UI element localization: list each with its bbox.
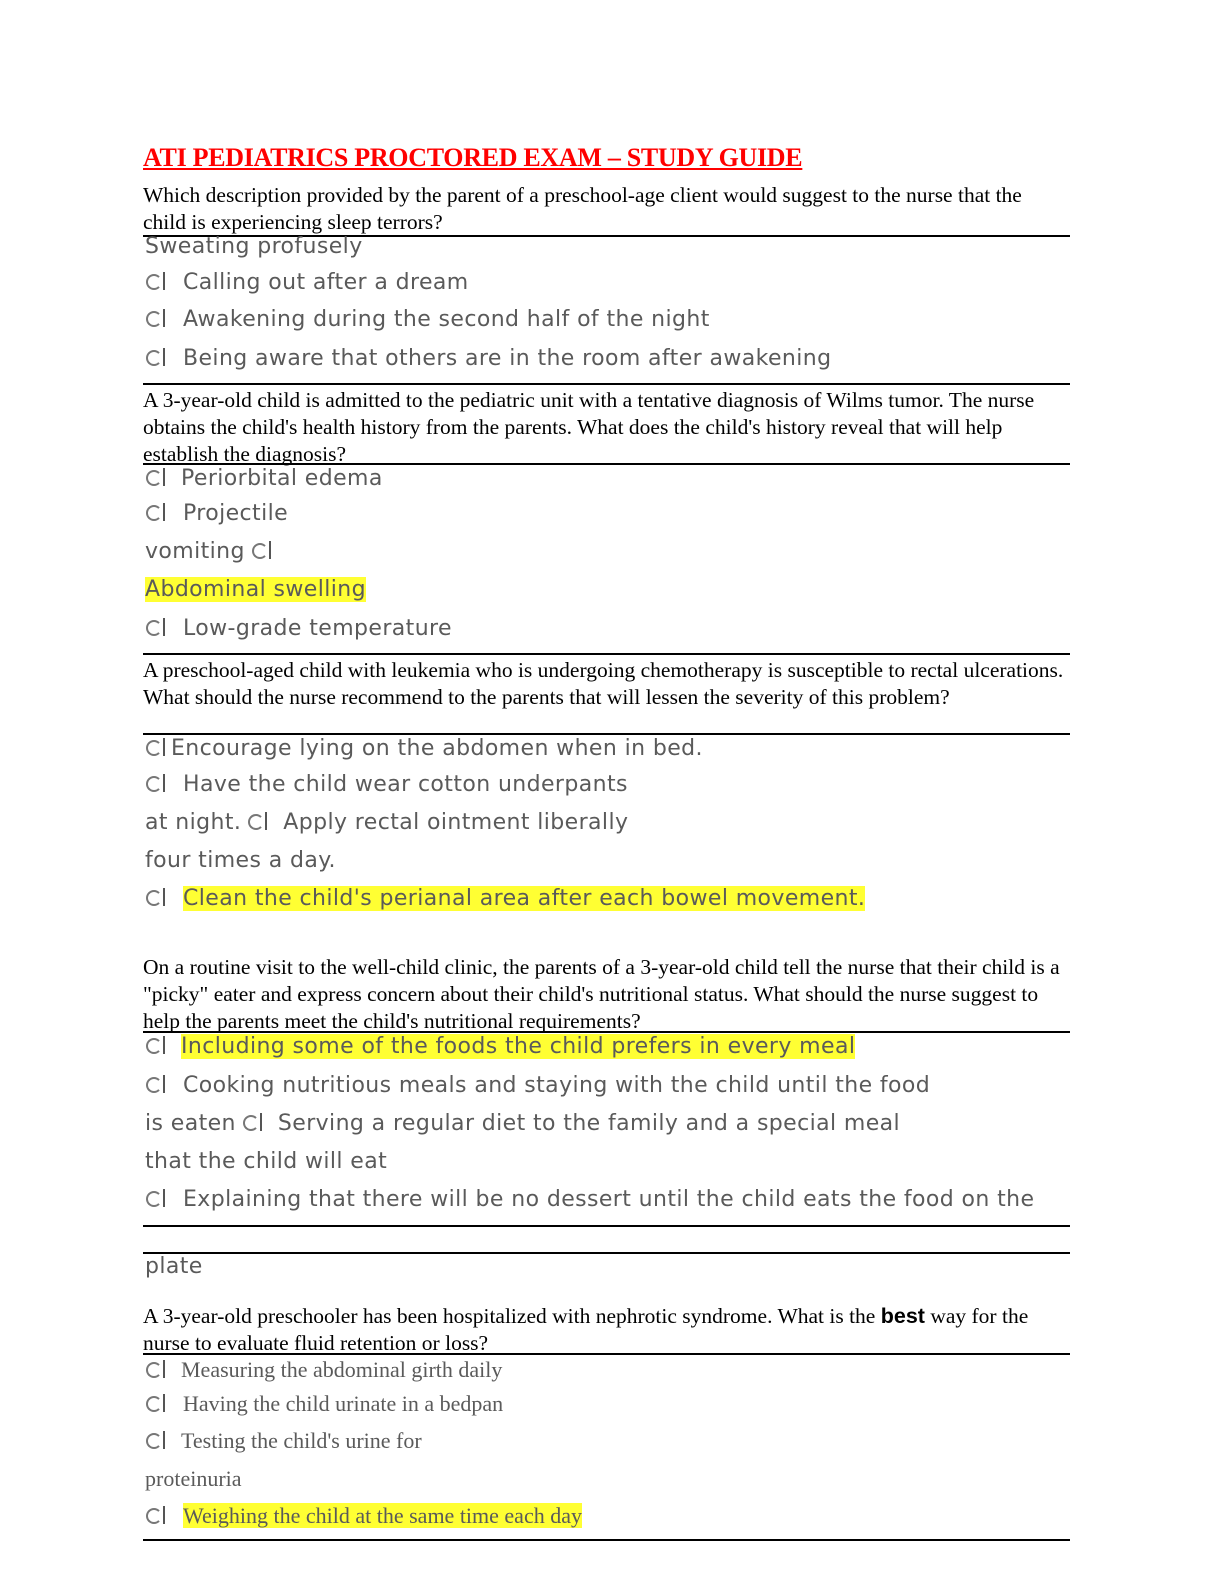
q4-option-1[interactable] [145,1034,855,1059]
q3-option-3-cont: four times a day. [145,848,336,873]
radio-icon[interactable] [145,1188,169,1208]
radio-icon[interactable] [251,540,275,560]
radio-icon[interactable] [247,811,271,831]
q2-option-4[interactable]: Low-grade temperature [145,616,452,641]
q4-option-3-cont: that the child will eat [145,1149,388,1174]
highlighted-answer: Abdominal swelling [145,577,366,602]
radio-icon[interactable] [145,1393,169,1413]
radio-icon[interactable] [145,467,169,487]
divider [143,733,1070,735]
q1-option-3[interactable]: Awakening during the second half of the night [145,307,710,332]
question-2-text: A 3-year-old child is admitted to the pediatric unit with a tentative diagnosis of Wilms tumor. The nurse obtains the child's health history from the parents. What does the child's history reveal that will help establish the diagnosis? [143,388,1035,466]
radio-icon[interactable] [145,773,169,793]
q3-option-2[interactable]: Have the child wear cotton underpants [145,772,628,797]
q4-option-4[interactable]: Explaining that there will be no dessert until the child eats the food on the [145,1187,1034,1212]
radio-icon[interactable] [145,1505,169,1525]
radio-icon[interactable] [145,617,169,637]
q1-option-1[interactable]: Sweating profusely [145,234,363,259]
q4-option-2[interactable]: Cooking nutritious meals and staying with the child until the food [145,1073,930,1098]
question-5-text: A 3-year-old preschooler has been hospitalized with nephrotic syndrome. What is the best way for the nurse to evaluate fluid retention or loss? [143,1304,1029,1355]
radio-icon[interactable] [145,887,169,907]
question-1-text: Which description provided by the parent of a preschool-age client would suggest to the nurse that the child is experiencing sleep terrors? [143,183,1022,234]
q3-option-4[interactable] [145,886,865,911]
q2-option-1[interactable]: Periorbital edema [145,466,383,491]
page-title: ATI PEDIATRICS PROCTORED EXAM – STUDY GUIDE [143,143,803,172]
q5-option-3[interactable]: Testing the child's urine for [145,1428,422,1454]
q3-option-1[interactable]: Encourage lying on the abdomen when in bed. [145,736,703,761]
radio-icon[interactable] [145,1074,169,1094]
highlighted-answer: Including some of the foods the child prefers in every meal [181,1034,856,1059]
radio-icon[interactable] [145,737,169,757]
divider [143,1252,1070,1254]
radio-icon[interactable] [145,502,169,522]
q1-option-4[interactable]: Being aware that others are in the room after awakening [145,346,832,371]
highlighted-answer: Weighing the child at the same time each day [183,1503,582,1528]
q5-option-1[interactable]: Measuring the abdominal girth daily [145,1357,502,1383]
divider [143,1031,1070,1033]
radio-icon[interactable] [145,271,169,291]
q1-option-2[interactable]: Calling out after a dream [145,270,469,295]
q4-option-4-cont: plate [145,1254,203,1279]
q2-option-2[interactable]: Projectile [145,501,288,526]
q5-option-4[interactable] [145,1503,582,1529]
divider [143,653,1070,655]
divider [143,1225,1070,1227]
radio-icon[interactable] [145,1359,169,1379]
q3-option-3[interactable]: at night. Apply rectal ointment liberally [145,810,629,835]
q5-option-2[interactable]: Having the child urinate in a bedpan [145,1391,503,1417]
divider [143,463,1070,465]
highlighted-answer: Clean the child's perianal area after each bowel movement. [183,886,866,911]
divider [143,1539,1070,1541]
radio-icon[interactable] [145,1035,169,1055]
q2-option-3[interactable] [145,577,366,602]
divider [143,1353,1070,1355]
question-4-text: On a routine visit to the well-child clinic, the parents of a 3-year-old child tell the nurse that their child is a "picky" eater and express concern about their child's nutritional status. What should the nurse suggest to help the parents meet the child's nutritional requirements? [143,955,1060,1033]
radio-icon[interactable] [145,308,169,328]
radio-icon[interactable] [242,1112,266,1132]
q4-option-3[interactable]: is eaten Serving a regular diet to the family and a special meal [145,1111,901,1136]
q5-option-3-cont: proteinuria [145,1466,242,1491]
radio-icon[interactable] [145,347,169,367]
divider [143,383,1070,385]
radio-icon[interactable] [145,1430,169,1450]
question-3-text: A preschool-aged child with leukemia who is undergoing chemotherapy is susceptible to rectal ulcerations. What should the nurse recommend to the parents that will lessen the severity of this problem? [143,658,1064,709]
q2-option-2-cont: vomiting [145,539,287,564]
